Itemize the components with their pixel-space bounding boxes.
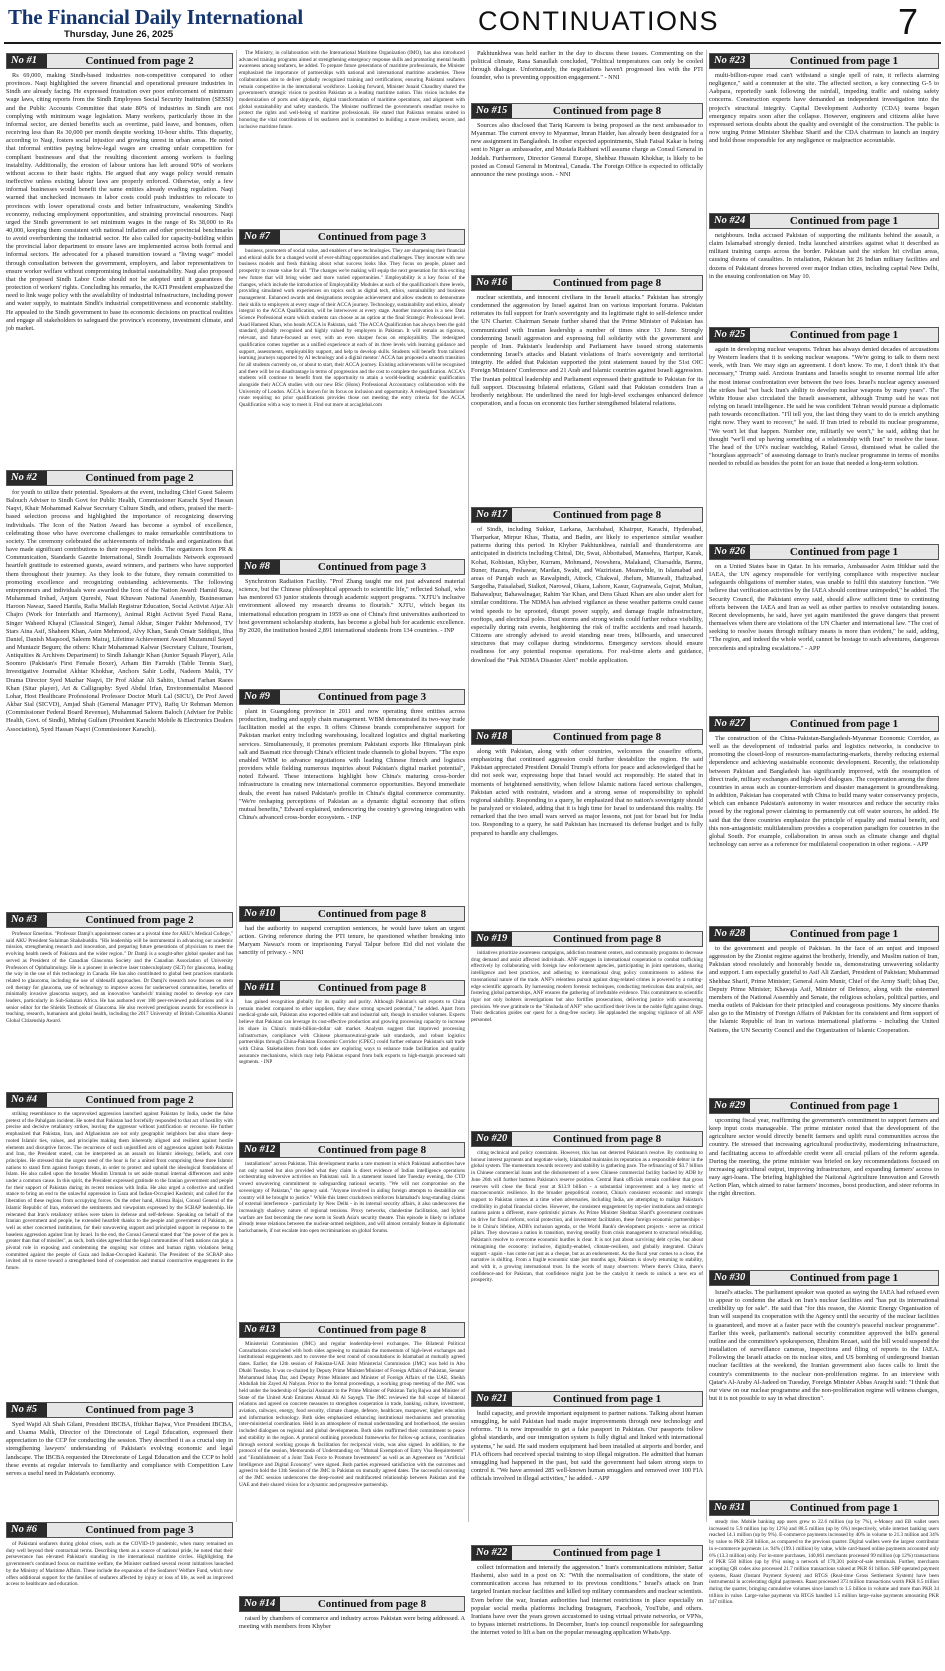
continuation-number: No #15: [472, 104, 512, 118]
article-text: [471, 122, 703, 272]
article-text: [471, 50, 703, 100]
continuation-number: No #14: [240, 1597, 280, 1611]
masthead: [0, 0, 945, 46]
continuation-title: Continued from page 2: [85, 55, 194, 67]
article-paragraph: nuclear scientists, and innocent civilians in the Israeli attacks." Pakistan has strongly condemned the aggression by Israel against Iran on various important forums. Pakistan reiterates its full support for Iran's sovereignty and its legitimate right to self-defence under the UN Charter. Chairman Senate further shared that the Prime Minister of Pakistan has communicated with Iranian leadership a number of times since 13 June. Strongly condemning Israeli aggression and expressing full solidarity with the government and people of Iran. Pakistan's leadership and Parliament have issued strong statements condemning Israel's attacks and blatant violations of Iran's sovereignty and territorial integrity. He added that Pakistan supported the joint statement issued by the 51st OIC Foreign Ministers' Conference and 21 Arab and Islamic countries against Israeli aggression. The Iranian political leadership and Parliament expressed their gratitude to Pakistan for its full support. Discussing bilateral relations, Gilani said that Pakistan considers Iran a brotherly neighbour. He underlined the need for high-level exchanges enhanced defence cooperation, and a focus on economic ties further strengthened bilateral relations.: [471, 294, 703, 408]
continuation-header: [239, 559, 465, 575]
continuation-header: [471, 931, 703, 947]
continuation-item: [239, 980, 465, 1139]
continuation-item: [471, 729, 703, 928]
article-text: [239, 1161, 465, 1319]
continuation-item: [471, 275, 703, 504]
continuation-header: [6, 1092, 233, 1108]
article-paragraph: for youth to utilize their potential. Speakers at the event, including Chief Guest Saleem Balouch Adviser to Sindh Govt for Public Health, Commissioner Karachi Syed Hassan Naqvi, Khair Mohammad Kalwar Secretary Culture Sindh, and others, praised the merit-based selection process and highlighted the importance of recognizing deserving individuals. The Icon of the Nation Award has become a symbol of excellence, celebrating those who have overcome challenges to make remarkable contributions to society. The ceremony celebrated the achievements of individuals and organizations that have made significant contributions to their respective fields. The organizers Icon PR & Communication, Standards Gazette International, Sindh Journalists Network expressed heartfelt gratitude to esteemed guests, award winners, and partners who have supported them throughout their journey. As they look to the future, they remain committed to promoting excellence and recognizing outstanding achievements. The following entrepreneurs and individuals were awarded the Icon of the Nation Award: Hamid Raza, Muhammad Irshad, Anjum Qureshi, Naat Khuwan National Assembly, Businessman Haroon Nawaz, Saeed Hanifa, Rafia Mallah Registrar Education, Social Activist Aijaz Ali Chajro (Work for Interfaith and Harmony), Animal Right Activist Syed Fazal Rana, Singer Waheed Khayal (Classical Singer), Jamal Akbar, Singer Fakhir Mehmood, TV Stars Aina Asif, Shaheen Khan, Asim Mehmood, Alvy Khan, Sarah Omair Siddiqui, Ifna Daniel, Danish Maqsood, Saleem Mairaj, Lifetime Achievement Award Muzammil Sayed and Muntazir Begum; the others: Khair Muhammad Kalwar (Secretary Culture, Tourism, Antiquities & Archives Department) to Sindh Jahangir Khan (Junior Squash Player), Aila Soomro (Pakistan's First Female Boxer), Arham Bin Farrukh (Table Tennis Star), Investigative Journalist Akhtar Khokhar, Anchors Sahir Lodhi, Nadeem Malik, TV Drama Director Syed Mazhar Naqvi, Dr Prof Akbar Ali Sahito, Usmad Farhan Raees Khan (Sitar player), Art & Calligraphy: Syed Abdul Irfan, Environmentalist Masood Lohar, Host Healthcare Professional Professor Doctor Murli Lal (SICU), Dr Prof Javed Akbar Sial (SICVD), Amjad Shah (General Manager PTV), Rafiq Ur Rehman Memon (Commissioner Federal Board Revenue), Muhammad Saleem Baloch (Adviser for Public Health, Govt. of Sindh), Minhaj Gulfam (President Karachi Mobile & Electronics Dealers Association), Syed Hassan Naqvi (Commissioner Karachi).: [6, 489, 233, 733]
article-paragraph: Rs 69,000, making Sindh-based industries non-competitive compared to other provinces. Naqi highlighted the severe financial and operational pressure industries in Sindh are already facing. He expressed frustration over poor enforcement of minimum wage laws, citing reports from the Sindh Employees Social Security Institution (SESSI) and the Public Accounts Committee that state 80% of industries in Sindh are not complying with minimum wage legislation. Many workers, particularly those in the informal sector, are denied benefits such as overtime, paid leave, and bonuses, often receiving less than Rs 30,000 per month despite working 10-hour shifts. This disparity, according to Naqi, fosters social injustice and growing unrest in urban areas. He noted that informal entities paying below-legal wages are creating unfair competition for compliant businesses and that the resulting discontent among workers is fueling instability. Additionally, the erosion of labour unions has left around 90% of workers without access to their basic rights. He argued that any wage policy would remain ineffective unless existing labour laws are properly enforced. Otherwise, only a few informal businesses would benefit the same entities already evading regulation. Naqi warned that unchecked increases in labor costs could push industries to relocate to provinces with lower operational costs and better infrastructure, weakening Sindh's economy, reducing employment opportunities, and straining provincial resources. Naqi urged the Sindh government to set minimum wages in the range of Rs 38,000 to Rs 40,000, keeping them consistent with national inflation and other provincial benchmarks to avoid overburdening the industrial sector. He also called for capacity-building within the provincial labor department to ensure laws are implemented across both formal and informal sectors. He advocated for a phased transition toward a "living wage" model through consultation between the government, employers, and labor representatives to ensure worker welfare without compromising industrial sustainability. Naqi also proposed that the proposed Sindh Labor Code should not be adopted until it guarantees the protection of workers' rights. Concluding his remarks, the KATI President emphasized the need to link wage policy with the availability of industrial infrastructure, including power and water supply, to maintain Sindh's industrial competitiveness and economic stability. He appealed to the Sindh government to base its economic decisions on practical realities and engage all stakeholders to safeguard the province's economy, investment climate, and job market.: [6, 72, 233, 332]
continuation-header: [709, 1098, 939, 1114]
continuation-header: [709, 926, 939, 942]
continuation-number: No #2: [7, 471, 47, 485]
continuation-title: Continued from page 1: [789, 718, 899, 730]
continuation-title: Continued from page 1: [789, 928, 899, 940]
continuation-header: [709, 213, 939, 229]
continuation-item: [471, 931, 703, 1128]
article-paragraph: installations" across Pakistan. This development marks a rare moment in which Pakistani authorities have not only named but also provided what they claim is direct evidence of Indian intelligence operations orchestrating subversive activities on Pakistani soil. In a statement issued late Tuesday evening, the CTD vowed unwavering commitment to safeguarding national security. "We will not compromise on the sovereignty of Pakistan," the agency said. "Anyone involved in aiding foreign attempts to destabilize our country will be brought to justice." While this latest crackdown reinforces Islamabad's long-standing claims of external interference - particularly by New Delhi - in its internal security affairs, it also underscores the increasingly shadowy nature of regional tensions. Proxy networks, clandestine facilitation, and hybrid warfare are fast becoming the new norm in South Asia's security theatre. This episode is likely to inflame already tense relations between the nuclear-armed neighbors, and will almost certainly feature in diplomatic backchannels, if not escalate into open recriminations on global forums.: [239, 1161, 465, 1235]
article-paragraph: The Ministry, in collaboration with the International Maritime Organization (IMO), has also introduced advanced training programs aimed at strengthening emergency response skills and promoting mental health awareness among seafarers, he added. To prepare future generations of maritime professionals, the Minister emphasized the importance of partnerships with national and international maritime academies. These collaborations aim to deliver globally recognized training and certifications, ensuring Pakistani seafarers remain competitive in the international workforce. Looking forward, Minister Junaid Chaudhry shared the government's strategic vision to position Pakistan as a leading maritime nation. This vision includes the modernization of ports and shipyards, digital transformation of maritime operations, and alignment with global sustainability and safety standards. The Minister reaffirmed the government's steadfast resolve to protect the rights and well-being of maritime professionals. He stated that Pakistan remains united in honoring the vital contributions of its seafarers and is committed to building a more resilient, secure, and inclusive maritime future.: [239, 50, 465, 130]
column-3: [471, 50, 704, 1637]
continuation-number: No #8: [240, 560, 280, 574]
continuation-header: [709, 544, 939, 560]
column-4: [709, 50, 939, 1606]
continuation-title: Continued from page 8: [552, 509, 662, 521]
article-text: [709, 1117, 939, 1267]
continuation-number: No #13: [240, 1323, 280, 1337]
continuation-item: [239, 906, 465, 977]
article-paragraph: had the authority to suspend corruption sentences, he would have taken an urgent action. Giving reference during the PTI tenure, he questioned whether breaking into Maryam Nawaz's room or imprisoning Faryal Talpur before Eid did not violate the sanctity of privacy. - NNI: [239, 925, 465, 957]
continuation-header: [471, 1545, 703, 1561]
continuation-item: [709, 544, 939, 713]
continuation-item: [239, 1142, 465, 1319]
continuation-number: No #22: [472, 1546, 512, 1560]
article-paragraph: neighbours. India accused Pakistan of supporting the militants behind the assault, a claim Islamabad strongly denied. India launched airstrikes against what it described as militant training camps across the border. Pakistan said the strikes hit civilian areas, causing dozens of casualties. In retaliation, Pakistan hit 26 Indian military facilities and dozens of Pakistani drones hovered over major Indian cities, including capital New Delhi, in the ensuing confrontation on May 10.: [709, 232, 939, 280]
continuation-number: No #3: [7, 913, 47, 927]
continuation-item: [6, 1402, 233, 1519]
article-paragraph: multi-billion-rupee road can't withstand a single spell of rain, it reflects alarming negligence," said a commuter at the site. The affected section, a key connecting G-5 to Aabpara, reportedly sank following the rainfall, impeding traffic and raising safety concerns. Construction experts have demanded an independent investigation into the project's structural integrity. Capital Development Authority (CDA) teams began emergency repairs soon after the collapse. However, engineers and citizens alike have expressed serious doubts about the quality and oversight of the construction. The public is now urging Prime Minister Shehbaz Sharif and the CDA chairman to launch an inquiry and hold those responsible for any negligence or malpractice accountable.: [709, 72, 939, 145]
article-paragraph: again in developing nuclear weapons. Tehran has always denied decades of accusations by Western leaders that it is seeking nuclear weapons. "We're going to talk to them next week, with Iran. We may sign an agreement. I don't know. To me, I don't think it's that necessary," Trump said. Anxious Iranians and Israelis sought to resume normal life after the most intense confrontation ever between the two foes. Israel's nuclear agency assessed the strikes had "set back Iran's ability to develop nuclear weapons by many years". The White House also circulated the Israeli assessment, although Trump said he was not relying on Israeli intelligence. He said he was confident Tehran would pursue a diplomatic path towards reconciliation. "I'll tell you, the last thing they want to do is enrich anything right now. They want to recover," he said. If Iran tried to rebuild its nuclear programme, "We won't let that happen. Number one, militarily we won't," he said, adding that he thought "we'll end up having something of a relationship with Iran" to resolve the issue. The head of the UN's nuclear watchdog, Rafael Grossi, dismissed what he called the "hourglass approach" of assessing damage to Iran's nuclear programme in terms of months needed to rebuild as besides the point for an issue that needed a long-term solution.: [709, 346, 939, 468]
article-text: [239, 1341, 465, 1593]
article-text: [471, 748, 703, 928]
article-text: [239, 578, 465, 686]
article-paragraph: collect information and intensify the aggression." Iran's communications minister, Sattar Hashemi, also said in a post on X: "With the normalisation of conditions, the state of communication access has returned to its previous conditions." Israel's attack on Iran targeted Iranian nuclear facilities and killed top military commanders and nuclear scientists. Even before the war, Iranian authorities had internet restrictions in place especially on popular social media platforms including Instagram, Facebook, YouTube, and others. Iranians have over the years grown accustomed to using virtual private networks, or VPNs, to bypass internet restrictions. In December, Iran's top council responsible for safeguarding the internet voted to lift a ban on the popular messaging application WhatsApp.: [471, 1564, 703, 1637]
article-text: [239, 999, 465, 1139]
continuation-number: No #18: [472, 730, 512, 744]
article-paragraph: Synchrotron Radiation Facility. "Prof Zhang taught me not just advanced material science, but the Chinese philosophical approach to scientific life," reflected Sohail, who has mentored 63 junior students through academic support programs. "XJTU's inclusive environment allowed my research dreams to flourish." XJTU, which began its international education program in 1959 as one of China's first universities authorized to host government scholarship students, has become a global hub for academic excellence. By 2020, the institution hosted 2,891 international students from 134 countries. - INP: [239, 578, 465, 634]
continuation-title: Continued from page 1: [789, 329, 899, 341]
article-text: [239, 708, 465, 903]
article-paragraph: along with Pakistan, along with other countries, welcomes the ceasefire efforts, emphasizing that continued aggression could further destabilize the region. He said Pakistan appreciated President Donald Trump's efforts for peace and acknowledged that he did not seek war, expressing hope that Israel would act responsibly. He stated that in moments of heightened sensitivity, when fellow Islamic nations faced serious challenges, Pakistan acted with restraint, wisdom and a strong sense of responsibility to uphold regional stability. Responding to a query, he emphasized that no nation's sovereignty should be paralyzed or violated, adding that it is high time for Israel to understand this reality. He remarked that the two small wars served as major lessons, not just for Israel but for India too. Responding to a query, he said Pakistan has increased its defense budget and is fully prepared to handle any challenges.: [471, 748, 703, 837]
article-paragraph: Sources also disclosed that Tariq Kareem is being proposed as the next ambassador to Myanmar. The current envoy to Myanmar, Imran Haider, has already been designated for a new assignment in Bangladesh. In other expected appointments, Shah Faisal Kakar is being sent to Niger as ambassador, and Mustafa Rabbani will assume charge as Consul General in Jeddah. Furthermore, Director General Europe, Shehbaz Hussain Khokhar, is likely to be posted as Consul General in Montreal, Canada. The Foreign Office is expected to officially announce the new postings soon. - NNI: [471, 122, 703, 178]
continuation-item: [239, 229, 465, 556]
continuation-title: Continued from page 1: [789, 1502, 899, 1514]
continuation-title: Continued from page 1: [789, 55, 899, 67]
continuation-number: No #24: [710, 214, 750, 228]
continuation-title: Continued from page 3: [317, 231, 427, 243]
continuation-title: Continued from page 8: [317, 908, 427, 920]
article-text: [709, 1519, 939, 1669]
continuation-title: Continued from page 1: [552, 1547, 662, 1559]
continuation-item: [709, 53, 939, 210]
continuation-item: [239, 559, 465, 686]
continuation-item: [239, 689, 465, 903]
continuation-header: [6, 1522, 233, 1538]
continuation-header: [709, 1500, 939, 1516]
masthead-divider: [4, 42, 941, 44]
continuation-title: Continued from page 3: [317, 691, 427, 703]
article-text: [6, 72, 233, 467]
continuation-item: [6, 470, 233, 909]
continuation-title: Continued from page 8: [552, 277, 662, 289]
continuation-number: No #6: [7, 1523, 47, 1537]
continuation-number: No #12: [240, 1143, 280, 1157]
continuation-title: Continued from page 8: [552, 933, 662, 945]
article-text: [709, 232, 939, 324]
continuation-item: [471, 1391, 703, 1542]
article-paragraph: upcoming fiscal year, reaffirming the government's commitment to support farmers and keep input costs manageable. The prime minister noted that the development of the agriculture sector would directly benefit farmers and uplift rural communities across the country. He stressed that increasing agricultural productivity, modernizing infrastructure, and facilitating access to affordable credit were all crucial pillars of the reform agenda. During the meeting, the prime minister was briefed on key recommendations focused on increasing agricultural output, improving infrastructure, and expanding farmers' access to easy agri-loans. The briefing highlighted the National Agriculture Innovation and Growth Action Plan, which aimed to raise farmers' incomes, boost production, and steer reforms in the right direction.: [709, 1117, 939, 1198]
continuation-number: No #9: [240, 690, 280, 704]
article-paragraph: Israel's attacks. The parliament speaker was quoted as saying the IAEA had refused even to appear to condemn the attack on Iran's nuclear facilities and "has put its international credibility up for sale". He said that "for this reason, the Atomic Energy Organisation of Iran will suspend its cooperation with the Agency until the security of the nuclear facilities is guaranteed, and move at a faster pace with the country's peaceful nuclear programme". Earlier this week, parliament's national security committee approved the bill's general outline and the committee's spokesperson, Ebrahim Rezaei, said the bill would suspend the installation of surveillance cameras, inspections and filing of reports to the IAEA. Following the Israeli attacks on its nuclear sites, and US bombing of underground Iranian nuclear facilities at the weekend, the Iranian government also faces calls to limit the country's commitments to the nuclear non-proliferation regime. In an interview with Qatar's Al-Araby Al-Jadeed on Tuesday, Foreign Minister Abbas Araqchi said: "I think that our view on our nuclear programme and the non-proliferation regime will witness changes, but it is not possible to say in what direction".: [709, 1289, 939, 1403]
newspaper-name: The Financial Daily International: [8, 5, 304, 29]
continuation-item: [709, 1098, 939, 1267]
article-text: [709, 563, 939, 713]
article-paragraph: raised by chambers of commerce and industry across Pakistan were being addressed. A meeting with members from Khyber: [239, 1615, 465, 1631]
page-number: 7: [898, 1, 919, 42]
issue-date: Thursday, June 26, 2025: [64, 29, 174, 40]
continuation-header: [471, 1131, 703, 1147]
continuation-header: [239, 980, 465, 996]
continuation-title: Continued from page 3: [85, 1524, 194, 1536]
continuation-number: No #11: [240, 981, 280, 995]
section-title: CONTINUATIONS: [478, 6, 719, 36]
continuation-item: [6, 1092, 233, 1399]
continuation-title: Continued from page 8: [317, 1598, 427, 1610]
continuation-item: [709, 327, 939, 541]
continuation-item: [6, 53, 233, 467]
continuation-header: [709, 716, 939, 732]
continuation-title: Continued from page 1: [789, 1100, 899, 1112]
article-paragraph: Professor Emeritus. "Professor Damji's appointment comes at a pivotal time for AKU's Medical College," said AKU President Sulaiman Shahabuddin. "His leadership will be instrumental in advancing our academic mission, strengthening research and innovation, and preparing future generations of physicians to meet the evolving health needs of Pakistan and the wider region." Dr Damji is a sought-after global speaker and has served as President of the Canadian Glaucoma Society and the Canadian Association of University Professors of Ophthalmology. He is a pioneer in selective laser trabeculoplasty (SLT) for glaucoma, leading the way in the use of this technology in Canada. He has also contributed to global best practices standards related to glaucoma, including the use of sildenafil approaches. Dr Damji's research now focuses on stem cell therapy for glaucoma, use of technology to improve access for underserved communities, benefits of minimally invasive glaucoma surgery, and an innovative 'sandwich' training model to develop eye care leaders, particularly in Sub-Saharan Africa. He has authored over 180 peer-reviewed publications and is a senior editor for the Shields Textbook of Glaucoma. He also received prestigious awards for excellence in teaching, research, humanism and global health, including the 2017 University of British Columbia Alumni Global Citizenship Award.: [6, 931, 233, 1025]
continuation-title: Continued from page 2: [85, 914, 194, 926]
continuation-item: [709, 213, 939, 324]
continuation-title: Continued from page 1: [552, 1393, 662, 1405]
continuation-item: [471, 1545, 703, 1659]
article-text: [709, 346, 939, 541]
continuation-number: No #10: [240, 907, 280, 921]
continuation-title: Continued from page 1: [789, 215, 899, 227]
continuation-header: [6, 912, 233, 928]
article-paragraph: citing technical and policy constraints. However, this has not deterred Pakistan's resolve. By continuing to honour interest payments and negotiate wisely, Islamabad maintains its reputation as a responsible debtor in the global system. The momentum towards recovery and stability is gathering pace. The refinancing of $3.7 billion in Chinese commercial loans and the disbursement of a new Chinese commercial facility backed by ADB by June 26th will further buttress Pakistan's reserve position. Central Bank officials remain confident that gross reserves will close the fiscal year at $13.9 billion - a substantial improvement and a key metric of macroeconomic resilience. In the broader geopolitical context, China's consistent economic and strategic support to Pakistan comes at a time when adversaries, including India, are attempting to malign Pakistan's credibility in global financial circles. However, the consistent engagement by top-tier institutions and strategic nations paints a different, more optimistic picture. As Prime Minister Shehbaz Sharif's government continues its drive for fiscal reform, social protection, and investment facilitation, these foreign economic partnerships - be it China's lifeline, ADB's inclusion agenda, or the World Bank's development projects - serve as critical pillars. They showcase a nation in transition, moving steadily from crisis management to structural rebuilding. Pakistan's resolve to overcome economic hurdles is clear. It is not just about surviving debt cycles, but about reimagining the economy: inclusive, digitally-enabled, climate-resilient, and globally integrated. China's support - again - has come not just as a cheque, but as an endorsement. As the fiscal year comes to a close, the narrative is shifting. From a fragile economic state just months ago, Pakistan is slowly returning to stability, and with it, a growing international trust. In the words of many observers: Where there's China, there's confidence-and for Pakistan, that confidence might just be the catalyst it needs to unlock a new era of prosperity.: [471, 1150, 703, 1284]
continuation-header: [471, 507, 703, 523]
column-2: [239, 50, 465, 1631]
continuation-title: Continued from page 8: [317, 1324, 427, 1336]
continuation-item: [6, 912, 233, 1089]
article-text: [6, 1421, 233, 1519]
continuation-item: [471, 507, 703, 726]
article-text: [471, 950, 703, 1128]
continuation-title: Continued from page 2: [85, 1094, 194, 1106]
article-text: [471, 1410, 703, 1542]
article-paragraph: Ministerial Commission (JMC) and regular leadership-level exchanges. The Bilateral Political Consultations concluded with both sides agreeing to maintain the momentum of high-level exchanges and institutional engagements and to convene the next round of consultations in Islamabad at mutually agreed dates. Earlier, the 12th session of Pakistan-UAE Joint Ministerial Commission (JMC) was held in Abu Dhabi Tuesday. It was co-chaired by Deputy Prime Minister/Minister of Foreign Affairs of Pakistan, Senator Mohammad Ishaq Dar, and Deputy Prime Minister and Minister of Foreign Affairs of the UAE, Sheikh Abdullah bin Zayed Al Nahyan. Prior to the formal proceedings, a working group meeting of the JMC was held under the leadership of Special Assistant to the Prime Minister of Pakistan Tariq Bajwa and Minister of State of the United Arab Emirates Ahmad Ali Al Sayegh. The JMC reviewed the full scope of bilateral relations and agreed on concrete measures to strengthen cooperation in trade, banking, culture, investment, aviation, railways, energy, food security, climate change, defence, healthcare, manpower, higher education and information technology. Both sides emphasized enhancing institutional mechanisms and promoting inter-ministerial coordination. Held in an atmosphere of mutual understanding and brotherhood, the session included dialogues on regional and global developments. Both sides reaffirmed their commitment to peace and stability in the region. A protocol outlining procedural frameworks for follow-up actions, coordination through sectoral working groups & facilitation for reciprocal visits, was also signed. In addition, to the protocol of the session, Memoranda of Understanding on "Mutual Exemption of Entry Visa Requirements" and "Establishment of a Joint Task Force to Promote Investments" as well as an Agreement on "Artificial Intelligence and Digital Economy" were signed. Both parties expressed satisfaction with the outcomes and agreed to hold the 13th Session of the JMC in Pakistan on mutually agreed dates. The successful convening of the JMC session underscores the deep-rooted and multifaceted relationship between Pakistan and the UAE and their shared vision for a dynamic and progressive partnership.: [239, 1341, 465, 1488]
article-paragraph: build capacity, and provide important equipment to partner nations. Talking about human smuggling, he said Pakistan had made major improvements through new technology and reforms. "It is now impossible to get a fake passport in Pakistan. Our passports follow global standards, and our immigration system is fully digital and linked with international systems," he said. He said modern equipment had been installed at airports and border, and FIA officers had received special training to stop illegal migration. He admitted that human smuggling had happened in the past, but said the government had taken strong steps to control it. "We have arrested 285 well-known human smugglers and removed over 100 FIA officials involved in illegal activities," he added. - APP: [471, 1410, 703, 1483]
continuation-number: No #4: [7, 1093, 47, 1107]
article-paragraph: initiatives prioritize awareness campaigns, addiction treatment centers, and community programs to decrease drug demand and assist affected individuals. ANF engages in international cooperation to combat trafficking effectively by collaborating with foreign law enforcement agencies, participating in joint operations, sharing intelligence and best practices, and adhering to international drug policy commitments to address the transnational nature of the trade. ANF's relentless pursuit against drug-related crimes is powered by a cutting-edge scientific approach. By harnessing modern forensic techniques, conducting meticulous data analysis, and fostering global partnerships, ANF ensures the gathering of irrefutable evidence. This commitment to scientific rigor not only bolsters investigations but also fortifies prosecutions, delivering justice with unwavering precision. We owe gratitude to the "Shuhada of ANF" who sacrificed their lives in the noble fight against drugs. Their dedication guides our quest for a drug-free society. He applauded the ongoing vigilance of all ANF personnel.: [471, 950, 704, 1024]
article-paragraph: Syed Wajid Ali Shah Gilani, President IBCBA, Iftikhar Bajwa, Vice President IBCBA, and Usama Malik, Director of the Directorate of Legal Education, expressed their appreciation to the CCP for conducting the session. They described it as a crucial step in strengthening lawyers' understanding of Pakistan's evolving economic and legal landscape. The IBCBA requested the Directorate of Legal Education and the CCP to hold these events at regular intervals to familiarity and compliance with Competition Law serves a useful need in Pakistan's economy.: [6, 1421, 233, 1477]
article-text: [239, 925, 465, 977]
continuation-number: No #20: [472, 1132, 512, 1146]
continuation-header: [239, 1142, 465, 1158]
column-divider: [468, 50, 469, 1522]
continuation-number: No #25: [710, 328, 750, 342]
continuation-header: [471, 275, 703, 291]
continuation-number: No #5: [7, 1403, 47, 1417]
article-text: [6, 1541, 233, 1671]
continuation-item: [239, 1596, 465, 1655]
continuation-number: No #23: [710, 54, 750, 68]
column-divider: [706, 50, 707, 1522]
continuation-header: [239, 1322, 465, 1338]
article-text: [6, 1111, 233, 1399]
article-paragraph: The construction of the China-Pakistan-Bangladesh-Myanmar Economic Corridor, as well as the development of industrial parks and logistics networks, is conducive to promoting the closed-loop of resources-manufacturing-markets, thereby reducing external dependence and achieving sustainable economic development. Recently, the relationship between Pakistan and Bangladesh has significantly improved, with the resumption of direct trade, military exchanges and high-level dialogues. The cooperation among the three countries in areas such as counter-terrorism and disaster management is groundbreaking. In addition, Pakistan has cooperated with China to build many water conservancy projects, which can enhance Pakistan's autonomy in water resources and reduce the security risks posed by the regional power claiming to permanently cut off water sources, he added. He said that the three countries emphasize the principle of equality and mutual benefit, and this non-antagonistic multilateralism provides a cooperation paradigm for countries in the global South. For example, collaboration in areas such as climate change and digital technology can serve as a reference for multilateral cooperation in other regions. - APP: [709, 735, 939, 849]
article-paragraph: to the government and people of Pakistan. In the face of an unjust and imposed aggression by the Zionist regime against the brotherly, friendly, and Muslim nation of Iran, Pakistan stood resolutely and honorably beside us, demonstrating unwavering solidarity and support. I am especially grateful to Asif Ali Zardari, President of Pakistan; Muhammad Shehbaz Sharif, Prime Minister; General Asim Munir, Chief of the Army Staff; Ishaq Dar, Deputy Prime Minister; Khawaja Asif, Minister of Defence, along with the esteemed members of the National Assembly and Senate, the religious scholars, political parties, and media outlets of Pakistan for their principled and courageous positions. My sincere thanks also go to the Ministry of Foreign Affairs of Pakistan for its consistent and firm support of the Islamic Republic of Iran in various international platforms - including the United Nations, the UN Security Council and the Organization of Islamic Cooperation.: [709, 945, 939, 1034]
article-text: [709, 945, 939, 1095]
continuation-header: [239, 689, 465, 705]
article-paragraph: of Pakistani seafarers during global crises, such as the COVID-19 pandemic, when many remained on duty well beyond their contractual terms. Describing them as a source of national pride, he noted that their perseverance has elevated Pakistan's standing in the international maritime circles. Highlighting the government's continued focus on maritime welfare, the Minister outlined several recent initiatives launched by the Ministry of Maritime Affairs. These include the expansion of the Seafarers' Welfare Fund, which now offers additional support for the families of seafarers affected by injury or loss of life, as well as improved access to healthcare and education.: [6, 1541, 233, 1588]
continuation-item: [239, 1322, 465, 1593]
continuation-header: [239, 1596, 465, 1612]
continuation-item: [239, 50, 465, 226]
continuation-header: [239, 906, 465, 922]
continuation-item: [471, 50, 703, 100]
continuation-header: [239, 229, 465, 245]
continuation-title: Continued from page 8: [552, 1133, 662, 1145]
continuation-number: No #27: [710, 717, 750, 731]
article-text: [709, 72, 939, 210]
continuation-number: No #1: [7, 54, 47, 68]
article-text: [239, 248, 465, 556]
continuation-title: Continued from page 8: [552, 731, 662, 743]
continuation-number: No #26: [710, 545, 750, 559]
continuation-number: No #19: [472, 932, 512, 946]
continuation-header: [6, 53, 233, 69]
article-text: [471, 526, 703, 726]
continuation-title: Continued from page 8: [317, 982, 427, 994]
continuation-number: No #21: [472, 1392, 512, 1406]
continuation-title: Continued from page 3: [317, 561, 427, 573]
column-1: [6, 50, 233, 1588]
continuation-number: No #28: [710, 927, 750, 941]
article-paragraph: has gained recognition globally for its quality and purity. Although Pakistan's salt exports to China remain modest compared to other suppliers, they show strong upward potential," he added. Apart from medical-grade salt, Pakistan also exported edible salt and industrial salt, though in smaller volumes. Experts believe that Pakistan can leverage its cost-effective production and growing processing capacity to increase its share in China's multi-billion-dollar salt market. Analysts suggest that improved processing infrastructure, compliance with Chinese pharmaceutical-grade salt standards, and robust logistics partnerships through China-Pakistan Economic Corridor (CPEC) could further enhance Pakistan's salt trade with China. Stakeholders from both sides are exploring ways to enhance trade facilitation and quality assurance mechanisms, which may help Pakistan expand from bulk exports to high-margin processed salt segments. - INP: [239, 999, 465, 1066]
article-paragraph: striking resemblance to the unprovoked aggression launched against Pakistan by India, under the false pretext of the Pahalgam incident. He noted that Pakistan had forcefully responded to that act of hostility with precise and decisive retaliatory strikes, leaving the aggressor without justification or recourse. He further emphasized that Pakistan, Iran, and Afghanistan are not only geographic neighbors but also share deep-rooted Islamic ties, values, and principles making them inherently aligned and resilient against hostile elements and disruptive forces. The recurrence of such unjustified acts of aggression against both Pakistan and Iran, the President stated, can be interpreted as an assault on Islamic ideology, beliefs, and core principles. He stressed that the urgent need of the hour is for a united front comprising these three Islamic nations to stand firm against foreign threats, in order to protect and uphold the ideological foundations of Islam. He also called upon the broader Muslim Ummah to set aside mutual internal differences and unite under a common cause. In this spirit, the President expressed gratitude to the Iranian government and people for their support of Pakistan during its recent tensions with India. He also urged a collective and unified stance to bring an end to the unlawful oppression in Gaza and Indian-Occupied Kashmir, and called for the liberation of these regions from occupying forces. On the other hand, Alireza Bajai, Consul General of the Islamic Republic of Iran, endorsed the sentiments and viewpoints expressed by the SCBAP leadership. He reiterated that Iran's retaliatory strikes were taken in defense and self-defense. Speaking on behalf of the Iranian government and people, he extended heartfelt thanks to the people and government of Pakistan, as well as other concerned institutions, for their unwavering support and principled support in response to the baseless aggression against Iran by Israel. In the end, the Consul General stated that "the power of the pen is greater than that of missiles", as such, both sides agreed that the legal communities of both nations can play a pivotal role in exposing and condemning the ongoing war crimes and human rights violations being committed against the people of Gaza and Indian-Occupied Kashmir. The President of the SCBAP also invited all to move toward a strengthened bond of cooperation and mutual constructive engagement in the future.: [6, 1111, 233, 1272]
article-paragraph: steady rise. Mobile banking app users grew to 22.6 million (up by 7%), e-Money and EB wallet users increased to 5.9 million (up by 12%) and 88.5 million (up by 6%) respectively, while internet banking users reached 14.1 million (up by 9%). E-commerce payments increased by 40% in volume to 21.3 million and 34% by value to PKR 258 billion, as compared to the previous quarter. Digital wallets were the largest contributor in e-commerce payments i.e. 94% (199.1 million) by value, while card-based online payments accounted only 6% (13.3 million) only. For in-store purchases, 140,861 merchants processed 99 million (up 12%) transactions of PKR 550 billion (up by 6%) using a network of 170,301 point-of-sale terminals. Further, merchants accepting QR codes also processed 21.7 million transactions valued at PKR 61 billion. SBP operated payment systems, Raast (Instant Payment System) and RTGS (Real-time Gross Settlement System) have been instrumental in accelerating digital payments. Raast processed 373 million transactions worth PKR 8.5 trillion during the quarter, bringing cumulative volumes since launch to 1.5 billion in volume and more than PKR 34 trillion in value. Large-value payments via RTGS handled 1.5 million large-value payments amounting PKR 347 trillion.: [709, 1519, 939, 1606]
article-text: [239, 1615, 465, 1655]
article-text: [6, 931, 233, 1089]
article-text: [239, 50, 465, 226]
continuation-item: [471, 103, 703, 272]
article-text: [709, 735, 939, 923]
article-paragraph: business, promoters of social value, and enablers of new technologies. They are sharpening their financial and ethical skills for a changed world of ever-shifting opportunities and challenges. They innovate with new business models and fresh thinking about what success looks like. They focus on people, planet and prosperity to create value for all. "The changes we're making will equip the next generation for this exciting new future that will bring wider and more varied opportunities." Employability is a key focus of the changes, which include the introduction of Employability Modules at each of the qualification's three levels, providing simulated work experiences on topics such as digital tech, ethics, sustainability and business management. Enhanced awards and designations recognise achievement and allow students to demonstrate their skills to employers at every stage of their ACCA journey. Technology, sustainability and ethics, already integral to the ACCA Qualification, will be interwoven at every stage. Another innovation is a new Data Science Professional exam which students can choose as an option at the final Strategic Professional level. Asad Hameed Khan, who heads ACCA in Pakistan, said: 'The ACCA Qualification has always been the gold standard, globally recognised and highly valued by employers in Pakistan. It will remain as rigorous, relevant, and future-focused as ever, with an even sharper focus on employability. The redesigned qualification comes together as a unified experience at each of its three levels with learning guidance and support, assessments, employability support, and help to develop skills. Students will benefit from tailored learning journeys supported by AI technology and a digital mentor.' ACCA has proposed a smooth transition for all students currently on, or about to start, their ACCA journey. Existing achievements will be recognised and there will be no disadvantage in terms of progression and the cost to complete the qualification. ACCA's students will continue to benefit from the opportunity to attain a world-leading academic qualification alongside their ACCA studies with our new BSc (Hons) Professional Accountancy collaboration with the University of London. ACCA is known for its focus on inclusion and opportunity. A redesigned 'foundations' route requiring no prior qualifications provides those not meeting the entry criteria for the ACCA Qualification with a way to meet it. Find out more at accaglobal.com: [239, 248, 465, 409]
continuation-header: [709, 1270, 939, 1286]
continuation-header: [6, 470, 233, 486]
article-text: [471, 1150, 703, 1388]
continuation-item: [709, 926, 939, 1095]
continuation-title: Continued from page 1: [789, 546, 899, 558]
article-text: [471, 294, 703, 504]
continuation-item: [709, 1270, 939, 1497]
column-divider: [236, 50, 237, 1522]
continuation-item: [709, 716, 939, 923]
continuation-item: [471, 1131, 703, 1388]
continuation-header: [471, 1391, 703, 1407]
continuation-header: [471, 103, 703, 119]
continuation-number: No #29: [710, 1099, 750, 1113]
continuation-header: [709, 53, 939, 69]
article-paragraph: Pakhtunkhwa was held earlier in the day to discuss these issues. Commenting on the political climate, Rana Sanaullah concluded, "Political temperatures can only be cooled through dialogue. Unfortunately, the negotiations haven't progressed lies with the PTI founder, who is preventing opposition engagement." - NNI: [471, 50, 703, 82]
continuation-title: Continued from page 1: [789, 1272, 899, 1284]
continuation-item: [709, 1500, 939, 1669]
continuation-header: [709, 327, 939, 343]
continuation-title: Continued from page 3: [85, 1404, 194, 1416]
continuation-number: No #31: [710, 1501, 750, 1515]
continuation-number: No #16: [472, 276, 512, 290]
continuation-number: No #30: [710, 1271, 750, 1285]
article-paragraph: of Sindh, including Sukkur, Larkana, Jacobabad, Khairpur, Karachi, Hyderabad, Tharparkar, Mirpur Khas, Thatta, and Badin, are likely to experience similar weather patterns during this period. In Khyber Pakhtunkhwa, rainfall and thunderstorms are anticipated in districts including Chitral, Dir, Swat, Abbottabad, Mansehra, Haripur, Karak, Kohat, Kohistan, Khyber, Kurram, Mohmand, Nowshera, Malakand, Charsadda, Bannu, Buner, Hazara, Peshawar, Mardan, Swabi, and Waziristan. Meanwhile, in Islamabad and areas of Punjab such as Rawalpindi, Attock, Chakwal, Jhelum, Mianwali, Hafizabad, Sargodha, Faisalabad, Sialkot, Narowal, Okara, Lahore, Kasur, Gujranwala, Gujrat, Multan, Bahawalpur, Bahawalnagar, Rahim Yar Khan, and Dera Ghazi Khan are also under alert for similar conditions. The NDMA has advised vigilance as these weather patterns could cause wind speeds to be uprooted, disrupt power supply, and damage fragile infrastructure, rooftops, and electrical poles. Dust storms and strong winds could further reduce visibility, especially during rain events, heightening the risk of traffic accidents and road hazards. Citizens are strongly advised to avoid standing near trees, billboards, and unsecured structures that may collapse during windstorms. Emergency services should ensure readiness for any potential response operations. For real-time alerts and guidance, download the "Pak NDMA Disaster Alert" mobile application.: [471, 526, 703, 664]
continuation-title: Continued from page 2: [85, 472, 194, 484]
continuation-number: No #17: [472, 508, 512, 522]
article-text: [709, 1289, 939, 1497]
continuation-title: Continued from page 8: [317, 1144, 427, 1156]
continuation-header: [6, 1402, 233, 1418]
article-text: [471, 1564, 703, 1659]
continuation-item: [6, 1522, 233, 1671]
continuation-title: Continued from page 8: [552, 105, 662, 117]
article-paragraph: on a United States base in Qatar. In his remarks, Ambassador Asim Iftikhar said the IAEA, the UN agency responsible for verifying compliance with respective nuclear safeguards obligations of member states, was unable to fulfil this statutory function. "We believe that verification activities by the IAEA should continue unimpeded," he added. The Security Council, the Pakistani envoy said, should allow sufficient time to continuing efforts between the IAEA and Iran as well as other parties to resolve outstanding issues. Recent developments, he said, have yet again manifested the grave dangers that present themselves when there are violations of the UN Charter and international law. "The cost of seeking to resolve issues through military means is more than evident," he said, adding, "The region, and indeed the whole world, cannot be hostage to such adventures, dangerous precedents and spiraling escalations." - APP: [709, 563, 939, 652]
continuation-header: [471, 729, 703, 745]
article-text: [6, 489, 233, 909]
article-paragraph: plant in Guangdong province in 2011 and now operating three entities across production, trading and supply chain management. WBM demonstrated its two-way trade facilitation model at the expo. It offers Chinese brands comprehensive support for Pakistan market entry including warehousing, localized logistics and digital marketing services. Simultaneously, it promotes premium Pakistani exports like Himalayan pink salt and Basmati rice through China's efficient trade channels to global buyers. "The expo enabled WBM to advance negotiations with leading Chinese fintech and logistics providers while fielding numerous inquiries about Pakistan's digital market potential", noted Edward. These interactions highlight how China's maturing cross-border infrastructure is creating new international commerce opportunities. Beyond immediate deals, the event has raised Pakistan's profile in China's digital commerce community. "We're reshaping perceptions of Pakistan as a dynamic digital economy that offers mutual benefits," Edward explained, underscoring the country's growing integration with China's advanced cross-border ecosystem. - INP: [239, 708, 465, 822]
continuation-number: No #7: [240, 230, 280, 244]
